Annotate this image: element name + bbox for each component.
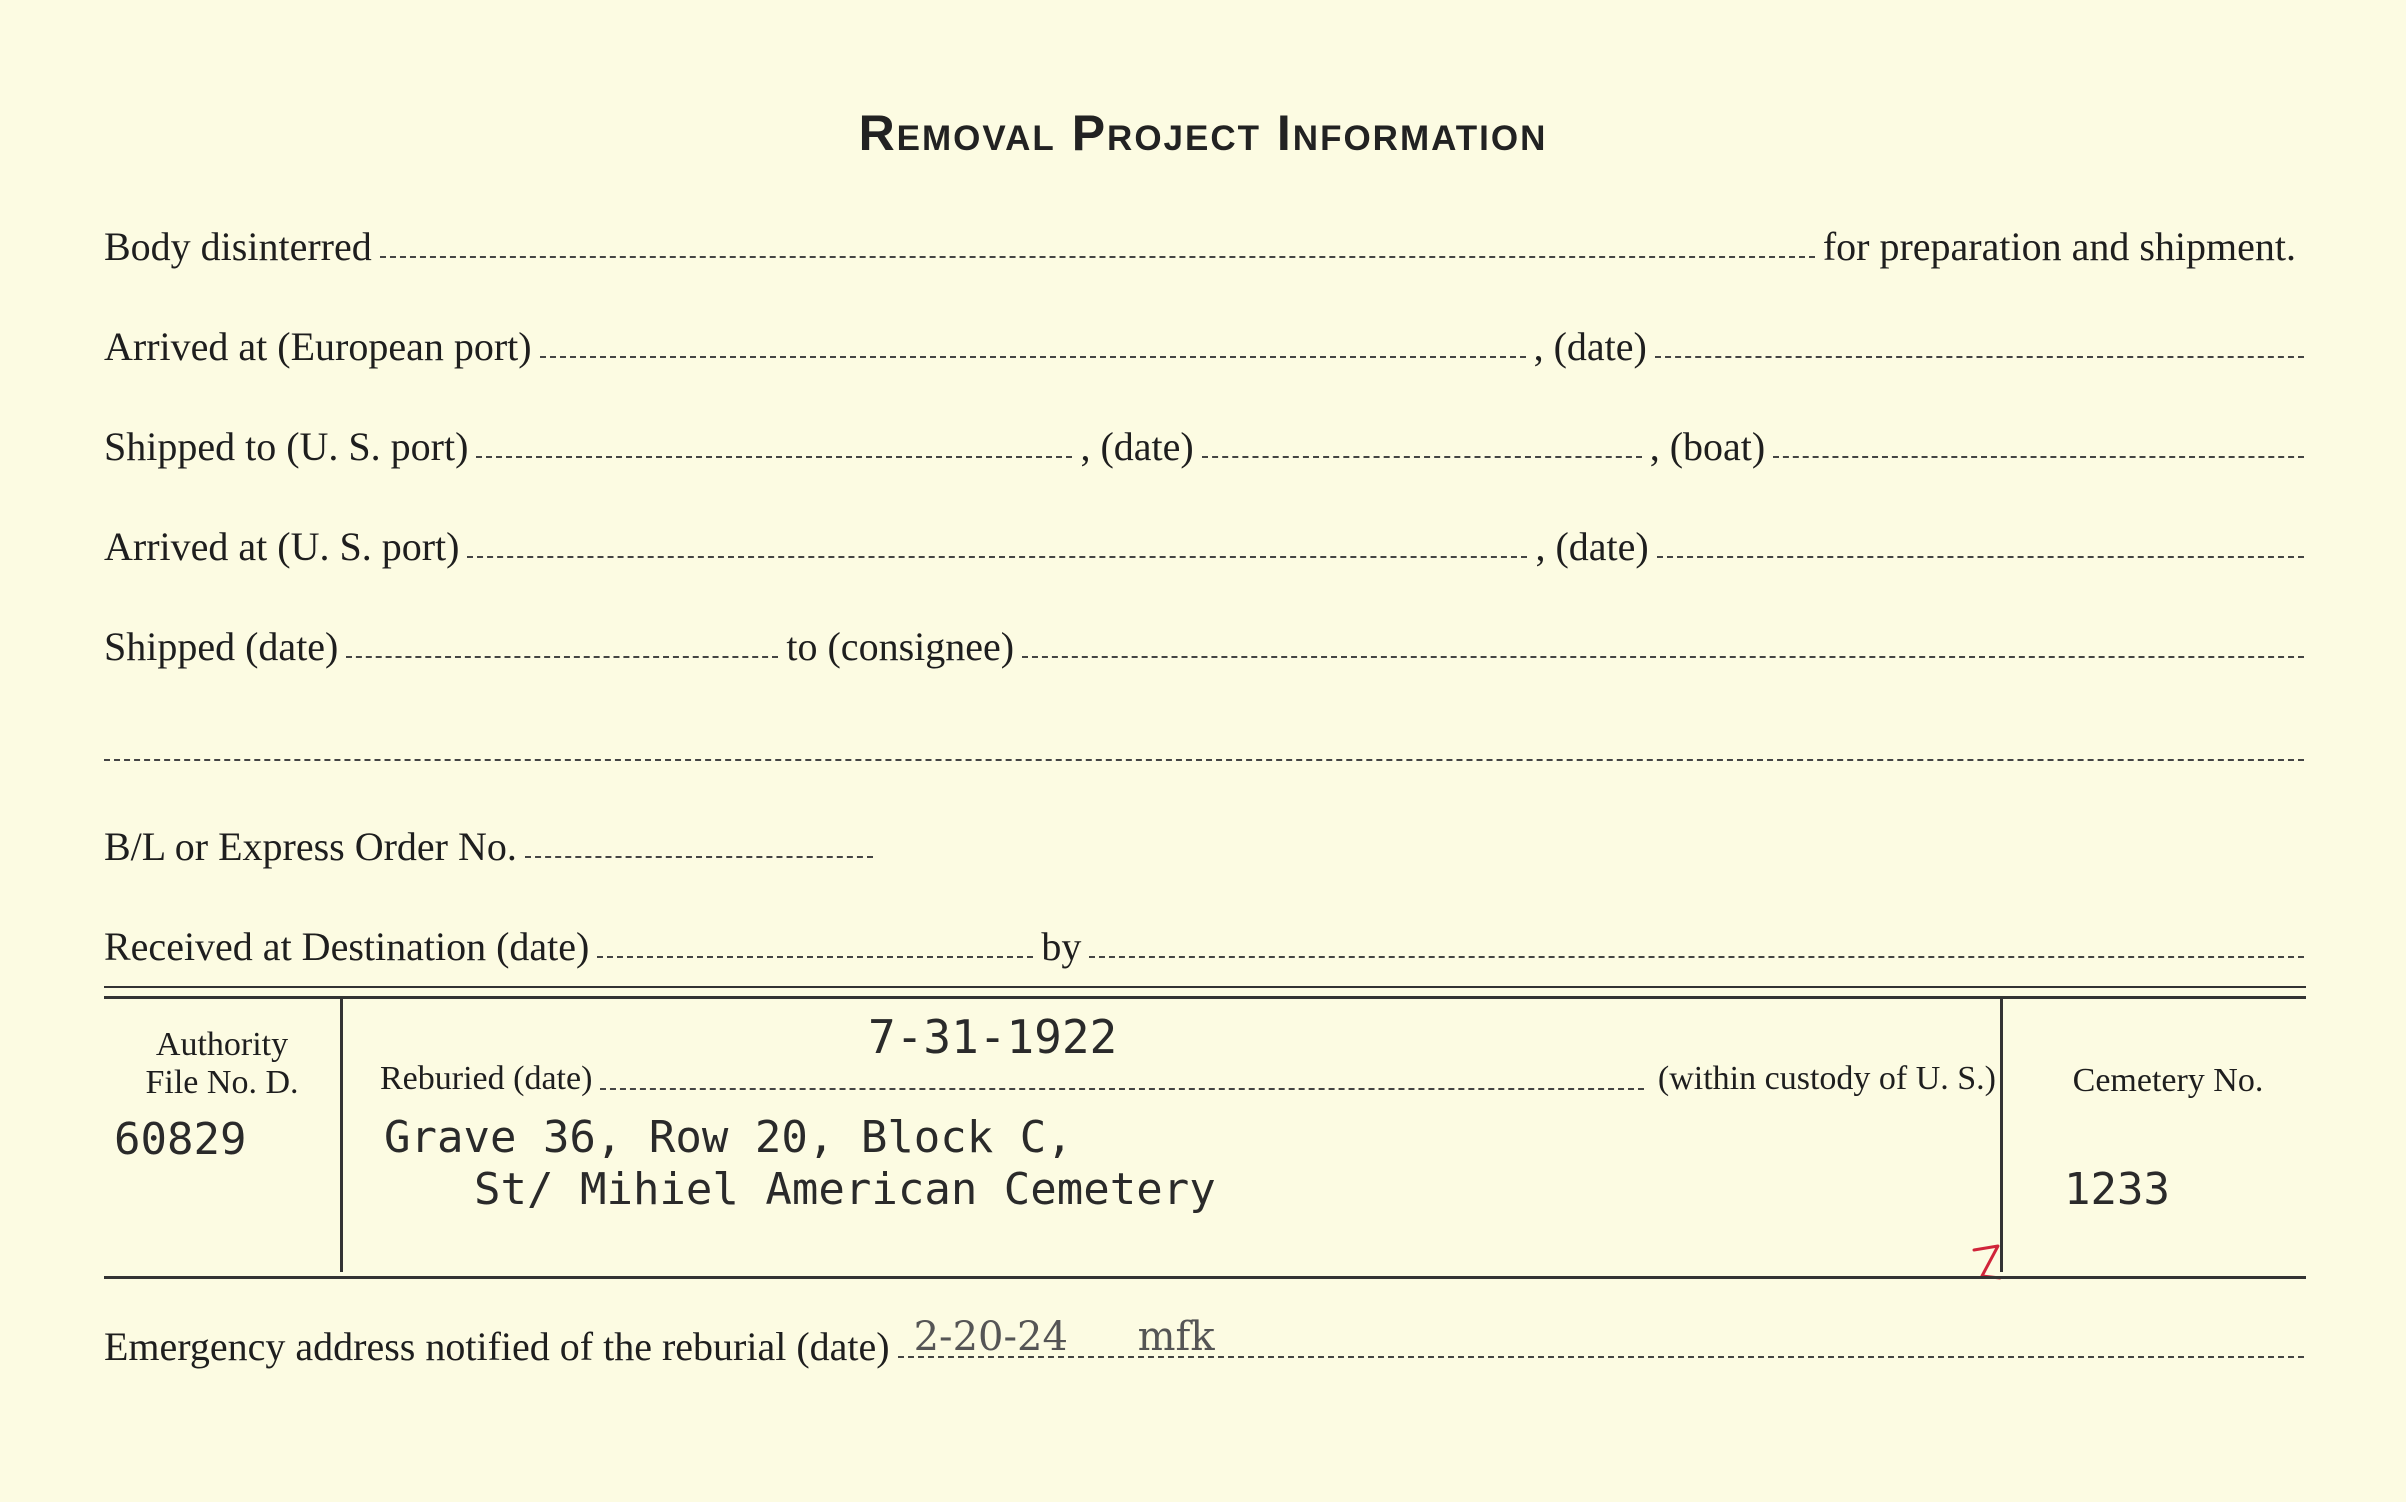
row-received-destination [104,924,2304,970]
grave-location-line1: Grave 36, Row 20, Block C, [384,1112,1073,1163]
row-emergency-address [104,1314,2304,1370]
shipped-date-field[interactable] [346,656,778,658]
shipped-us-port-field[interactable] [476,456,1072,458]
consignee-continuation-line[interactable] [104,759,2304,761]
shipped-us-date-field[interactable] [1202,456,1642,458]
emergency-address-label: Emergency address notified of the reburial (date) [104,1324,890,1369]
arrived-european-port-field[interactable] [540,356,1526,358]
cemetery-number-value: 1233 [2064,1164,2170,1215]
emergency-date-value: 2-20-24 [913,1314,1068,1360]
body-disinterred-suffix: for preparation and shipment. [1822,224,2296,269]
reburied-date-value: 7-31-1922 [868,1010,1118,1064]
box-top-rule-2 [104,996,2306,999]
reburied-date-label: Reburied (date) [380,1060,593,1097]
shipped-us-boat-field[interactable] [1773,456,2304,458]
row-arrived-us-port [104,524,2304,570]
custody-note: (within custody of U. S.) [1657,1060,1996,1097]
body-disinterred-field[interactable] [380,256,1815,258]
cemetery-divider [2000,998,2003,1272]
row-shipped-us-port [104,424,2304,470]
received-by-label: by [1041,924,1082,969]
body-disinterred-label: Body disinterred [104,224,372,269]
arrived-us-date-label: , (date) [1535,524,1649,569]
box-top-rule-1 [104,986,2306,988]
received-date-field[interactable] [597,956,1033,958]
arrived-us-date-field[interactable] [1657,556,2304,558]
shipped-date-label: Shipped (date) [104,624,339,669]
reburied-date-field[interactable] [600,1088,1644,1090]
box-bottom-rule [104,1276,2306,1279]
authority-label [104,1026,340,1102]
consignee-label: to (consignee) [786,624,1015,669]
emergency-date-field[interactable] [898,1314,2304,1360]
received-destination-label: Received at Destination (date) [104,924,590,969]
authority-label-line1: Authority [155,1026,289,1063]
arrived-european-label: Arrived at (European port) [104,324,532,369]
row-shipped-consignee [104,624,2304,670]
arrived-us-port-field[interactable] [467,556,1527,558]
bl-order-label: B/L or Express Order No. [104,824,517,869]
arrived-european-date-field[interactable] [1655,356,2304,358]
grave-location-line2: St/ Mihiel American Cemetery [474,1164,1216,1215]
card-title: Removal Project Information [858,105,1548,161]
authority-label-line2: File No. D. [145,1064,299,1101]
authority-divider [340,998,343,1272]
consignee-field[interactable] [1022,656,2304,658]
emergency-initials: mfk [1137,1314,1215,1360]
cemetery-number-label: Cemetery No. [2072,1062,2264,1099]
authority-file-number: 60829 [114,1114,247,1165]
row-bl-order [104,824,873,870]
shipped-us-port-label: Shipped to (U. S. port) [104,424,469,469]
row-arrived-european [104,324,2304,370]
arrived-us-port-label: Arrived at (U. S. port) [104,524,460,569]
bl-order-field[interactable] [525,856,873,858]
shipped-us-boat-label: , (boat) [1649,424,1766,469]
shipped-us-date-label: , (date) [1080,424,1194,469]
arrived-european-date-label: , (date) [1533,324,1647,369]
reburied-date-row [380,1060,1996,1098]
row-body-disinterred [104,224,2304,270]
received-by-field[interactable] [1089,956,2304,958]
